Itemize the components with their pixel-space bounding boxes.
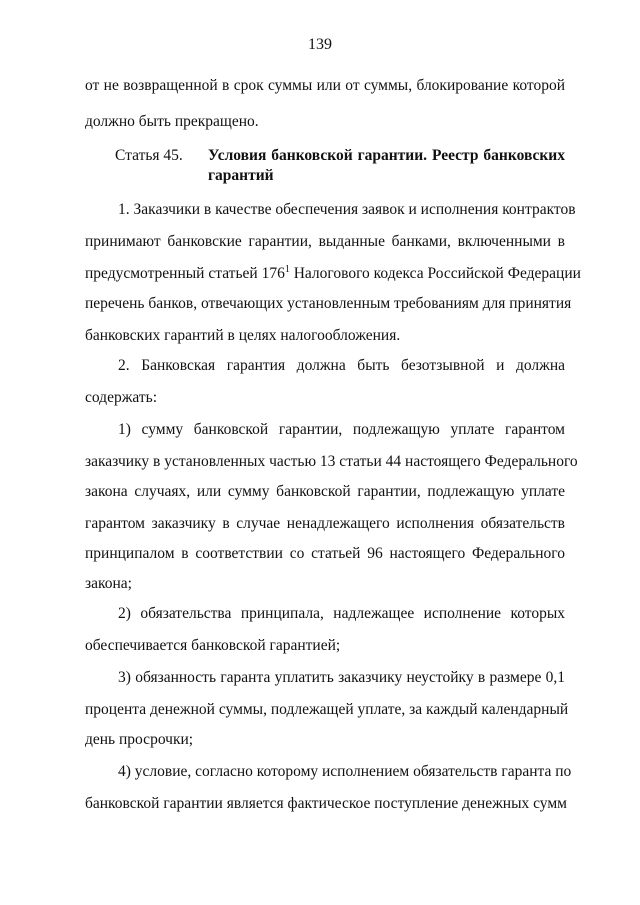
item-1-line-6: закона;: [85, 575, 132, 592]
paragraph-1-line-2: принимают банковские гарантии, выданные банками, включенными в: [85, 233, 565, 250]
article-title-line-1: Условия банковской гарантии. Реестр банковских: [208, 147, 565, 164]
paragraph-1-line-3: [85, 263, 581, 284]
item-4-line-2: банковской гарантии является фактическое поступление денежных сумм: [85, 795, 567, 812]
item-1-line-2: заказчику в установленных частью 13 статьи 44 настоящего Федерального: [85, 453, 578, 470]
superscript-one: 1: [284, 263, 290, 275]
item-1-line-1: 1) сумму банковской гарантии, подлежащую уплате гарантом: [118, 421, 565, 438]
text-line-intro-2: должно быть прекращено.: [85, 113, 259, 130]
item-2-line-2: обеспечивается банковской гарантией;: [85, 637, 341, 654]
item-3-line-1: 3) обязанность гаранта уплатить заказчику неустойку в размере 0,1: [118, 669, 565, 686]
item-3-line-2: процента денежной суммы, подлежащей уплате, за каждый календарный: [85, 701, 569, 718]
item-1-line-3: закона случаях, или сумму банковской гарантии, подлежащую уплате: [85, 483, 565, 500]
paragraph-1-line-5: банковских гарантий в целях налогообложения.: [85, 327, 401, 344]
item-3-line-3: день просрочки;: [85, 731, 194, 748]
item-1-line-4: гарантом заказчику в случае ненадлежащего исполнения обязательств: [85, 515, 565, 532]
article-number: Статья 45.: [115, 147, 183, 164]
paragraph-2-line-1: 2. Банковская гарантия должна быть безотзывной и должна: [118, 357, 565, 374]
article-title: [208, 146, 565, 186]
page-number: 139: [308, 36, 332, 53]
paragraph-2-line-2: содержать:: [85, 389, 158, 406]
item-4-line-1: 4) условие, согласно которому исполнением обязательств гаранта по: [118, 763, 572, 780]
text-line-intro-1: от не возвращенной в срок суммы или от суммы, блокирование которой: [85, 77, 565, 94]
paragraph-1-line-3-start: предусмотренный статьей 176: [85, 265, 285, 282]
item-2-line-1: 2) обязательства принципала, надлежащее исполнение которых: [118, 605, 565, 622]
item-1-line-5: принципалом в соответствии со статьей 96 настоящего Федерального: [85, 545, 565, 562]
article-title-line-2: гарантий: [208, 167, 274, 184]
paragraph-1-line-4: перечень банков, отвечающих установленным требованиям для принятия: [85, 295, 572, 312]
paragraph-1-line-3-end: Налогового кодекса Российской Федерации: [289, 265, 581, 282]
paragraph-1-line-1: 1. Заказчики в качестве обеспечения заявок и исполнения контрактов: [118, 201, 576, 218]
